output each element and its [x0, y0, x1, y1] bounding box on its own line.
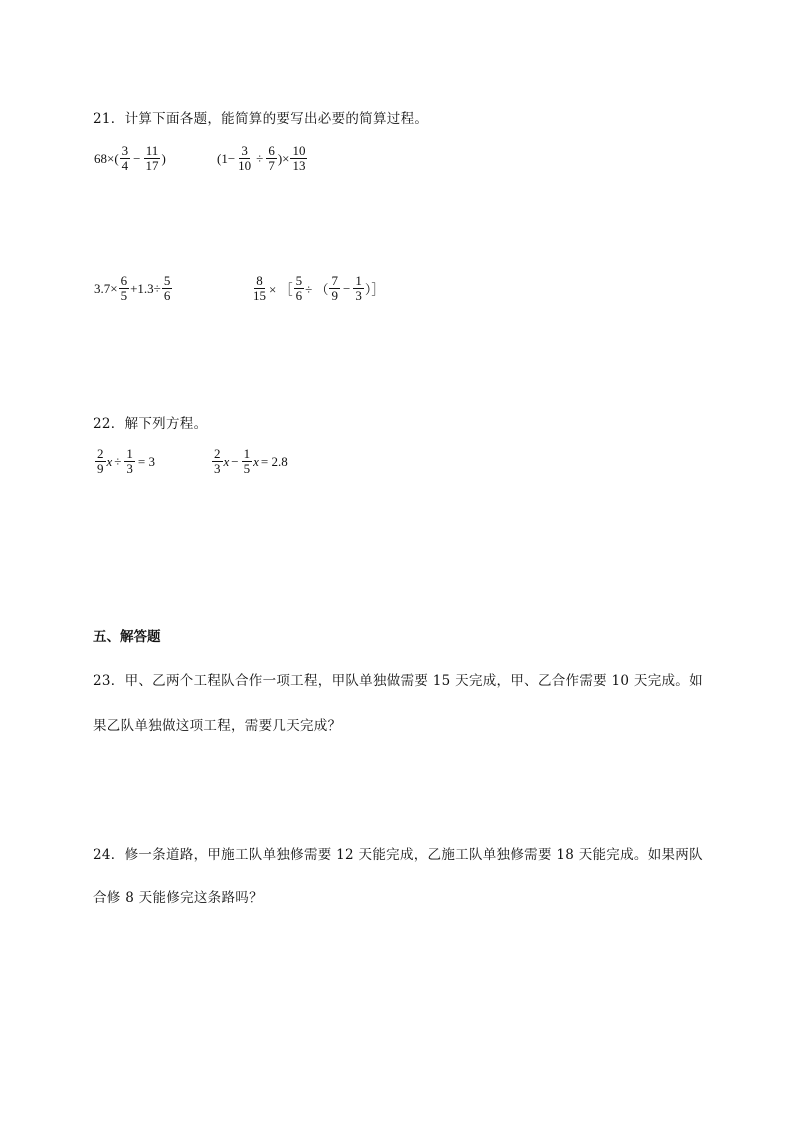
q24-line-1: 24．修一条道路，甲施工队单独修需要 12 天能完成，乙施工队单独修需要 18 天能完成。如果两队	[93, 847, 703, 863]
denominator: 5	[243, 461, 251, 476]
denominator: 5	[120, 288, 128, 303]
denominator: 6	[295, 288, 303, 303]
denominator: 3	[214, 461, 221, 476]
numerator: 10	[292, 143, 306, 158]
expr-text: (1−	[217, 150, 236, 166]
expr-text: = 3	[137, 453, 156, 469]
fraction	[119, 274, 130, 303]
q21-expr-3	[94, 274, 173, 303]
operator: ÷	[114, 453, 122, 469]
fraction	[144, 144, 161, 173]
denominator: 6	[163, 288, 171, 303]
denominator: 3	[126, 461, 133, 476]
denominator: 4	[121, 158, 129, 173]
q21-expr-4	[250, 274, 384, 303]
q23-line-1: 23．甲、乙两个工程队合作一项工程，甲队单独做需要 15 天完成，甲、乙合作需要 10 天完成。如	[93, 673, 703, 689]
denominator: 13	[292, 158, 306, 173]
numerator: 3	[121, 143, 129, 158]
denominator: 9	[97, 461, 104, 476]
numerator: 1	[355, 273, 362, 288]
fraction	[124, 447, 135, 476]
numerator: 8	[256, 273, 263, 288]
fraction	[290, 144, 307, 173]
fraction	[242, 447, 253, 476]
expr-text: ）］	[364, 282, 385, 297]
expr-text: 68×(	[94, 150, 119, 166]
fraction	[212, 447, 223, 476]
fraction	[329, 274, 340, 303]
denominator: 17	[145, 158, 159, 173]
variable: x	[106, 453, 113, 469]
fraction	[95, 447, 106, 476]
expr-text: 3.7×	[94, 280, 118, 296]
numerator: 6	[120, 273, 128, 288]
numerator: 7	[331, 273, 338, 288]
operator: −	[342, 280, 351, 296]
expr-text: × ［	[269, 282, 293, 297]
denominator: 15	[253, 288, 266, 303]
q22-equation-2	[211, 447, 290, 476]
fraction	[251, 274, 268, 303]
expr-text: )	[161, 150, 166, 166]
numerator: 6	[268, 143, 275, 158]
q21-expr-1	[94, 144, 166, 173]
denominator: 10	[238, 158, 252, 173]
numerator: 3	[241, 143, 248, 158]
fraction	[353, 274, 364, 303]
q21-prompt: 21．计算下面各题，能简算的要写出必要的简算过程。	[93, 111, 429, 127]
expr-text: ÷ （	[305, 282, 329, 297]
denominator: 3	[355, 288, 362, 303]
operator: ÷	[256, 150, 264, 166]
numerator: 1	[126, 446, 133, 461]
expr-text: )×	[277, 150, 290, 166]
numerator: 2	[214, 446, 221, 461]
numerator: 11	[145, 143, 159, 158]
denominator: 7	[268, 158, 275, 173]
numerator: 2	[97, 446, 104, 461]
q23-line-2: 果乙队单独做这项工程，需要几天完成？	[93, 718, 342, 734]
fraction	[120, 144, 131, 173]
q21-expr-2	[217, 144, 308, 173]
numerator: 5	[295, 273, 303, 288]
operator: −	[133, 150, 141, 166]
fraction	[162, 274, 173, 303]
variable: x	[253, 453, 259, 469]
numerator: 5	[163, 273, 171, 288]
expr-text: +1.3÷	[130, 280, 161, 296]
operator: −	[231, 453, 239, 469]
fraction	[266, 144, 277, 173]
expr-text: = 2.8	[260, 453, 288, 469]
variable: x	[223, 453, 230, 469]
q24-line-2: 合修 8 天能修完这条路吗？	[93, 890, 263, 906]
fraction	[236, 144, 253, 173]
denominator: 9	[331, 288, 338, 303]
q22-prompt: 22．解下列方程。	[93, 416, 208, 432]
fraction	[294, 274, 305, 303]
section-title: 五、解答题	[93, 629, 161, 645]
numerator: 1	[243, 446, 251, 461]
q22-equation-1	[94, 447, 157, 476]
